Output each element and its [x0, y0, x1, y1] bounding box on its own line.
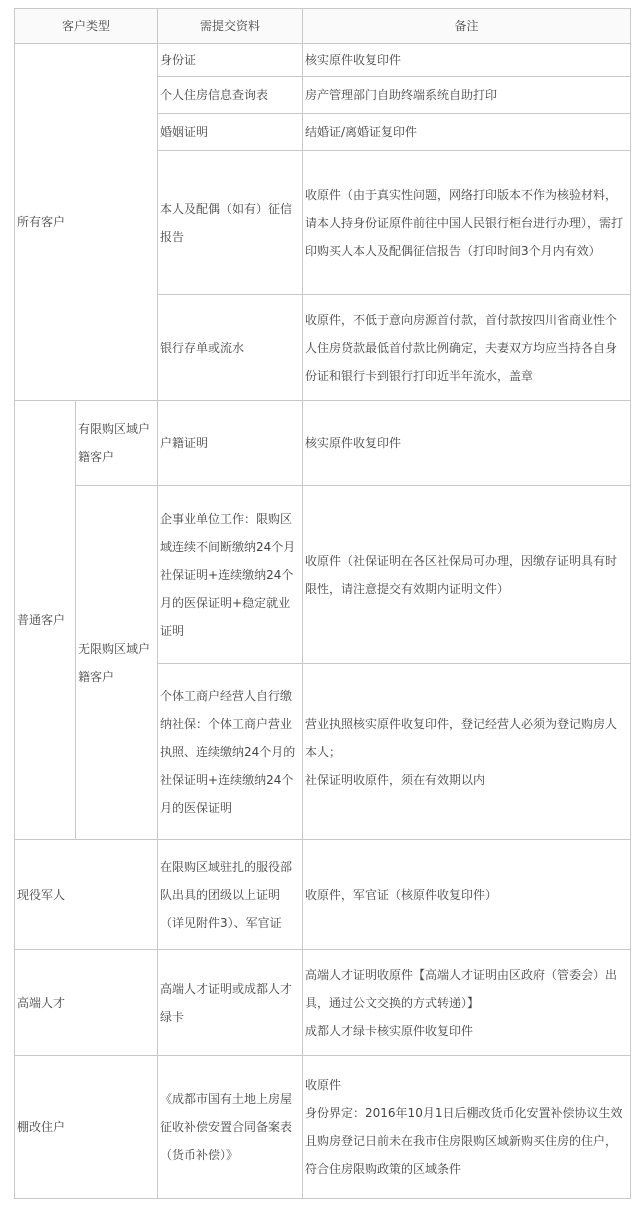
material-cell: 户籍证明 — [158, 401, 303, 486]
table-header-row — [15, 9, 631, 44]
table-row — [15, 1056, 631, 1199]
material-cell: 身份证 — [158, 44, 303, 77]
note-cell: 收原件，不低于意向房源首付款，首付款按四川省商业性个人住房贷款最低首付款比例确定，夫妻双方均应当持各自身份证和银行卡到银行打印近半年流水，盖章 — [303, 295, 631, 401]
table-row — [15, 401, 631, 486]
material-cell: 在限购区域驻扎的服役部队出具的团级以上证明（详见附件3）、军官证 — [158, 840, 303, 950]
material-cell: 企事业单位工作：限购区域连续不间断缴纳24个月社保证明+连续缴纳24个月的医保证明+稳定就业证明 — [158, 486, 303, 664]
note-cell — [303, 664, 631, 840]
header-notes: 备注 — [303, 9, 631, 44]
material-cell: 银行存单或流水 — [158, 295, 303, 401]
customer-type-all: 所有客户 — [15, 44, 158, 401]
note-cell: 收原件，军官证（核原件收复印件） — [303, 840, 631, 950]
note-text: 收原件 身份界定：2016年10月1日后棚改货币化安置补偿协议生效且购房登记日前未在我市住房限购区域新购买住房的住户，符合住房限购政策的区域条件 — [305, 1078, 623, 1176]
material-cell: 个人住房信息查询表 — [158, 77, 303, 114]
note-text: 高端人才证明收原件【高端人才证明由区政府（管委会）出具，通过公文交换的方式转递）】 成都人才绿卡核实原件收复印件 — [305, 967, 618, 1038]
customer-type-military: 现役军人 — [15, 840, 158, 950]
note-cell: 收原件（社保证明在各区社保局可办理，因缴存证明具有时限性，请注意提交有效期内证明文件） — [303, 486, 631, 664]
note-cell: 结婚证/离婚证复印件 — [303, 114, 631, 151]
note-cell: 核实原件收复印件 — [303, 44, 631, 77]
customer-type-shantytown: 棚改住户 — [15, 1056, 158, 1199]
note-cell — [303, 950, 631, 1056]
material-cell: 《成都市国有土地上房屋征收补偿安置合同备案表（货币补偿）》 — [158, 1056, 303, 1199]
customer-type-normal: 普通客户 — [15, 401, 76, 840]
subtype-local-hukou: 有限购区域户籍客户 — [76, 401, 158, 486]
note-cell — [303, 1056, 631, 1199]
requirements-table-container — [14, 8, 630, 1199]
note-cell: 房产管理部门自助终端系统自助打印 — [303, 77, 631, 114]
subtype-nonlocal-hukou: 无限购区域户籍客户 — [76, 486, 158, 840]
table-row — [15, 950, 631, 1056]
header-customer-type: 客户类型 — [15, 9, 158, 44]
material-cell: 个体工商户经营人自行缴纳社保：个体工商户营业执照、连续缴纳24个月的社保证明+连续缴纳24个月的医保证明 — [158, 664, 303, 840]
table-row — [15, 44, 631, 77]
material-cell: 本人及配偶（如有）征信报告 — [158, 151, 303, 295]
note-cell: 核实原件收复印件 — [303, 401, 631, 486]
note-text: 营业执照核实原件收复印件，登记经营人必须为登记购房人本人； 社保证明收原件，须在有效期以内 — [305, 716, 618, 787]
material-cell: 高端人才证明或成都人才绿卡 — [158, 950, 303, 1056]
customer-type-talent: 高端人才 — [15, 950, 158, 1056]
requirements-table — [14, 8, 631, 1199]
note-cell: 收原件（由于真实性问题，网络打印版本不作为核验材料，请本人持身份证原件前往中国人民银行柜台进行办理），需打印购买人本人及配偶征信报告（打印时间3个月内有效） — [303, 151, 631, 295]
table-row — [15, 486, 631, 664]
material-cell: 婚姻证明 — [158, 114, 303, 151]
header-materials: 需提交资料 — [158, 9, 303, 44]
table-row — [15, 840, 631, 950]
